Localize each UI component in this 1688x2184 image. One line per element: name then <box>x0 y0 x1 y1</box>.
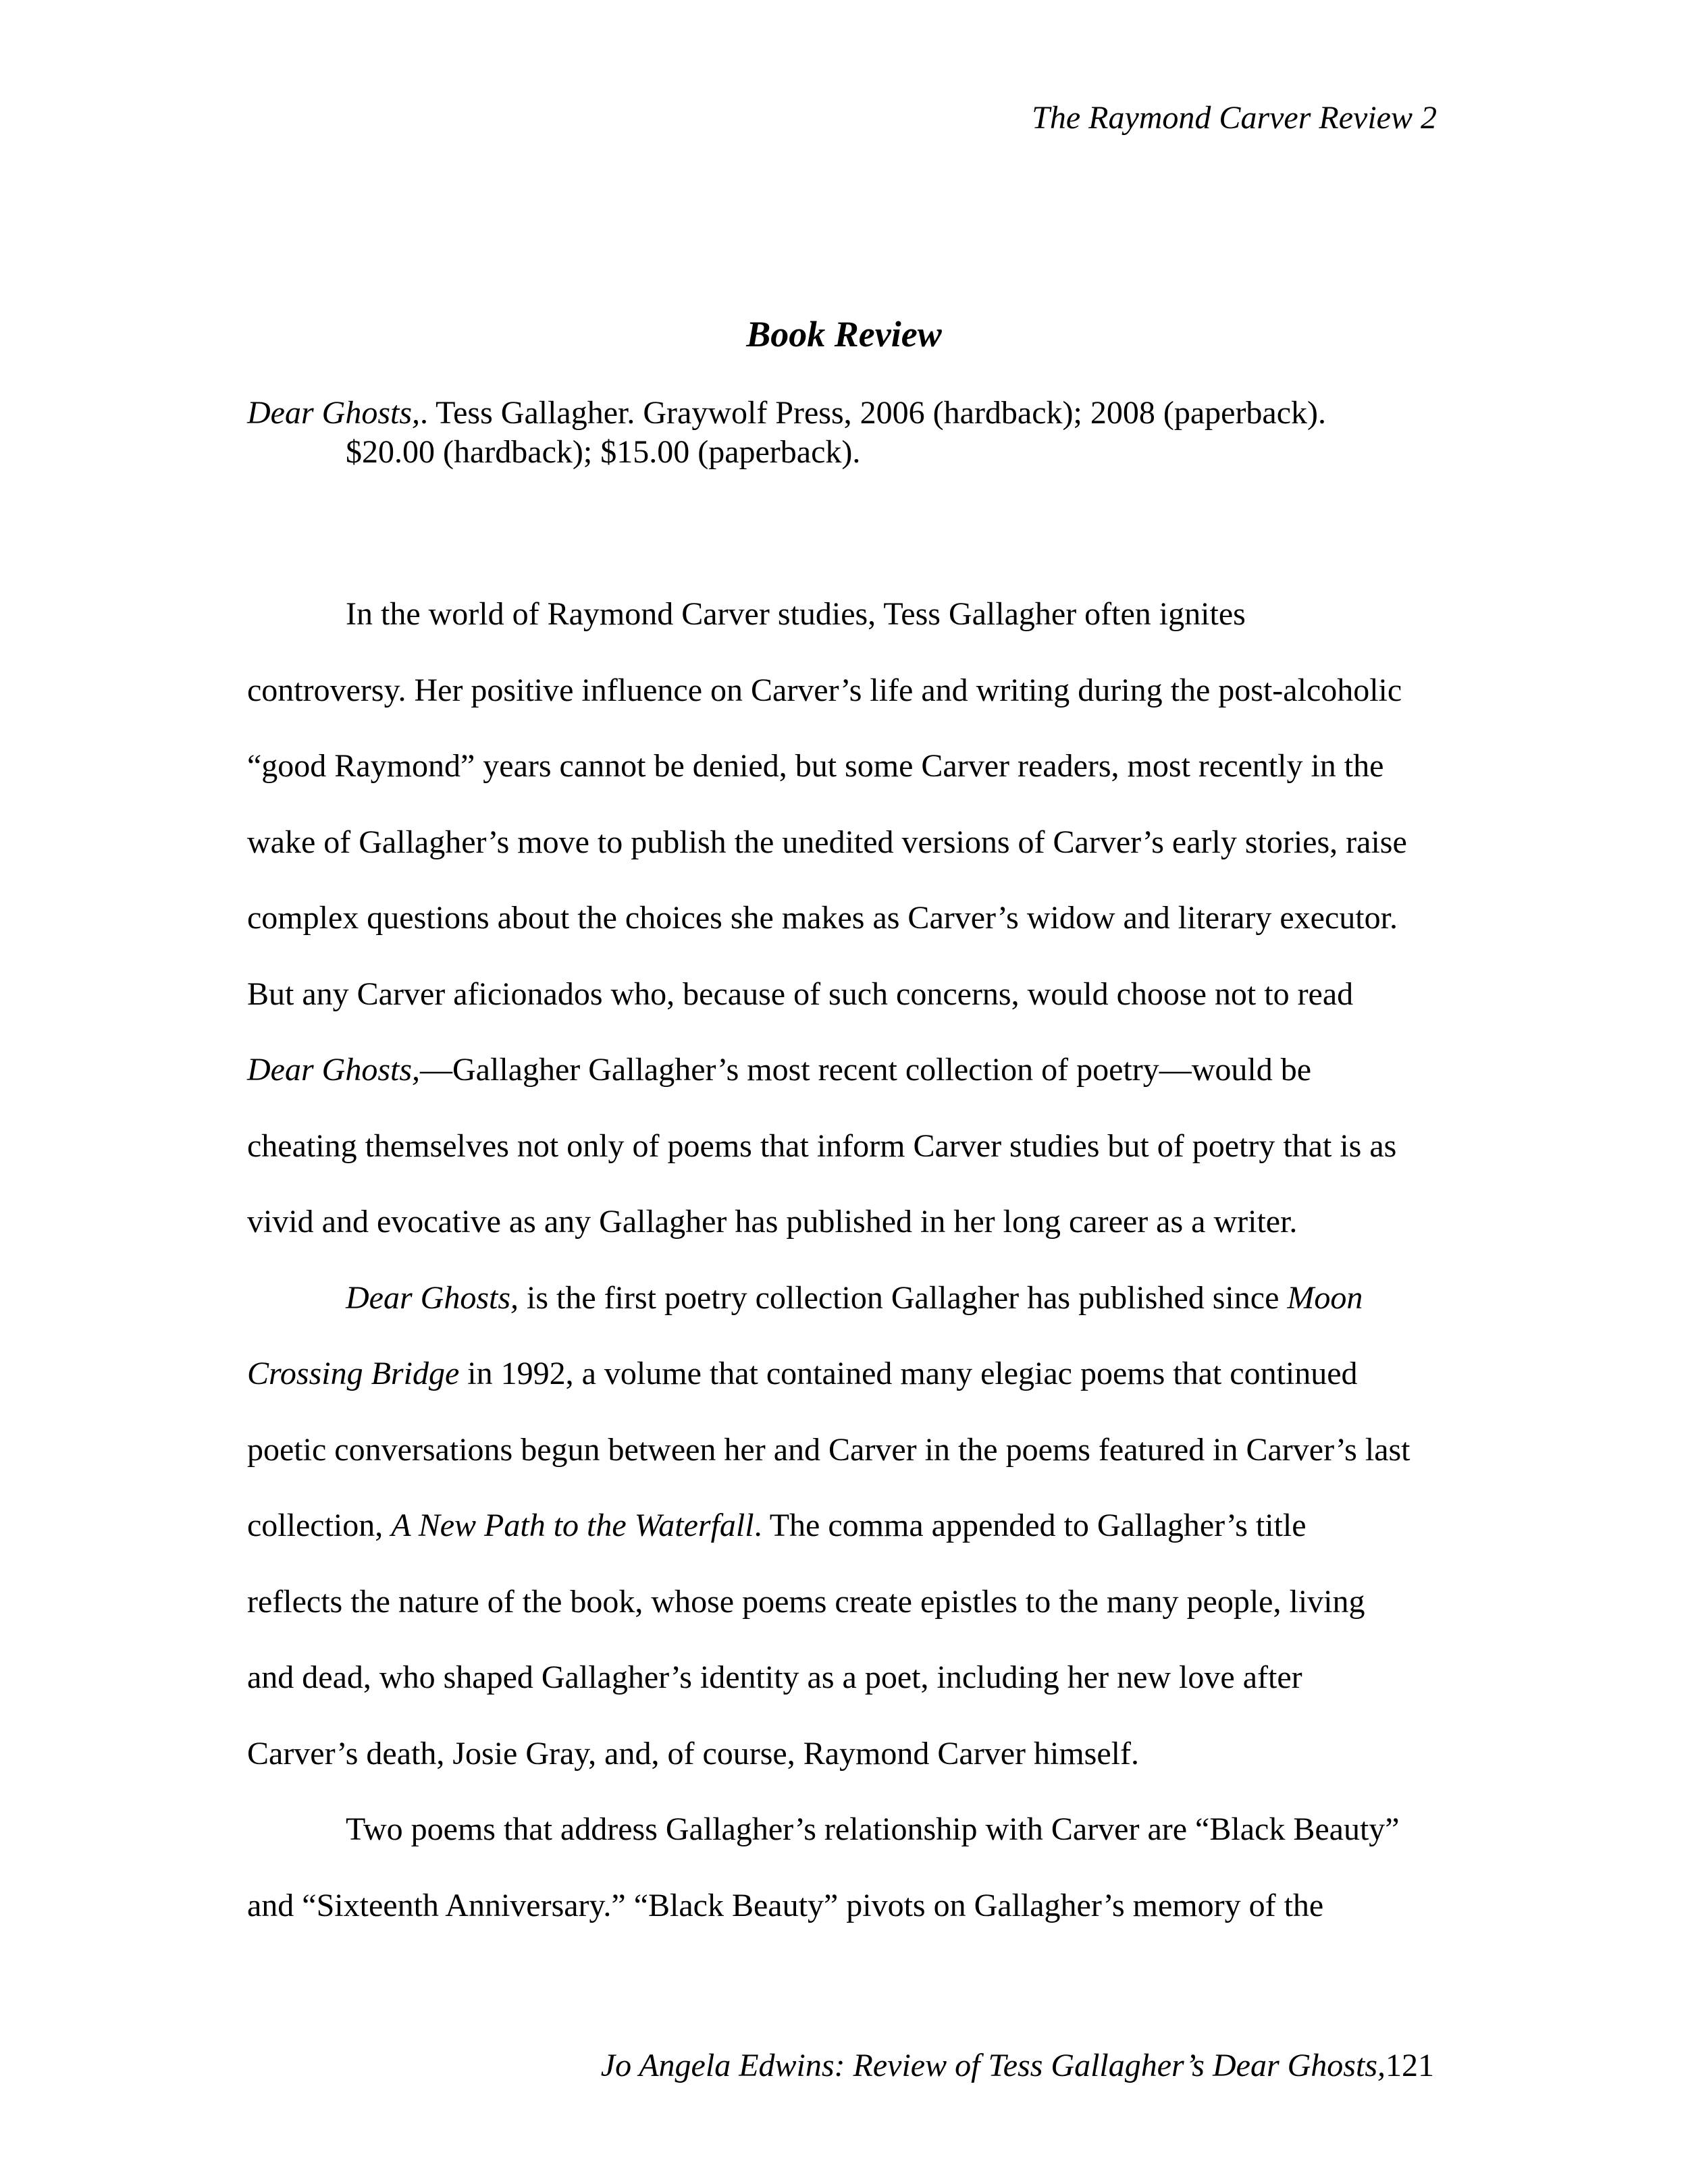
body-text-span: collection, <box>247 1508 392 1543</box>
book-citation <box>247 394 1462 472</box>
italic-title: A New Path to the Waterfall <box>391 1508 754 1543</box>
body-line: Two poems that address Gallagher’s relationship with Carver are “Black Beauty” <box>346 1811 1400 1847</box>
body-line: cheating themselves not only of poems that inform Carver studies but of poetry that is as <box>247 1127 1397 1164</box>
citation-details: . Tess Gallagher. Graywolf Press, 2006 (hardback); 2008 (paperback). <box>420 395 1327 431</box>
page-footer <box>601 2046 1434 2086</box>
italic-title: Crossing Bridge <box>247 1356 460 1391</box>
body-text-span: . The comma appended to Gallagher’s title <box>754 1508 1307 1543</box>
body-line: “good Raymond” years cannot be denied, but some Carver readers, most recently in the <box>247 748 1384 784</box>
citation-line-2: $20.00 (hardback); $15.00 (paperback). <box>346 434 861 470</box>
citation-line-1 <box>247 394 1462 433</box>
page-number: 121 <box>1386 2048 1434 2083</box>
review-body <box>247 594 1462 1961</box>
citation-book-title: Dear Ghosts, <box>247 395 421 431</box>
body-line: But any Carver aficionados who, because of such concerns, would choose not to read <box>247 976 1354 1012</box>
body-text-span: —Gallagher Gallagher’s most recent collection of poetry—would be <box>420 1052 1312 1088</box>
italic-title: Dear Ghosts, <box>346 1279 519 1316</box>
body-line: vivid and evocative as any Gallagher has published in her long career as a writer. <box>247 1204 1298 1240</box>
body-line: poetic conversations begun between her and Carver in the poems featured in Carver’s last <box>247 1431 1410 1468</box>
body-line: and dead, who shaped Gallagher’s identity as a poet, including her new love after <box>247 1659 1302 1695</box>
body-line <box>247 1506 1462 1582</box>
italic-title: Moon <box>1287 1279 1363 1316</box>
body-line <box>247 1354 1462 1430</box>
body-line <box>247 1278 1462 1354</box>
footer-byline: Jo Angela Edwins: Review of Tess Gallagher’s Dear Ghosts, <box>600 2048 1386 2083</box>
body-text-span: in 1992, a volume that contained many elegiac poems that continued <box>459 1356 1358 1391</box>
body-line: controversy. Her positive influence on Carver’s life and writing during the post-alcoholic <box>247 672 1402 708</box>
body-line: wake of Gallagher’s move to publish the unedited versions of Carver’s early stories, raise <box>247 824 1407 860</box>
italic-title: Dear Ghosts, <box>247 1052 421 1088</box>
body-line: In the world of Raymond Carver studies, Tess Gallagher often ignites <box>346 596 1246 632</box>
body-line: and “Sixteenth Anniversary.” “Black Beauty” pivots on Gallagher’s memory of the <box>247 1887 1324 1923</box>
review-title: Book Review <box>746 314 942 354</box>
body-line: complex questions about the choices she makes as Carver’s widow and literary executor. <box>247 900 1398 936</box>
body-line: Carver’s death, Josie Gray, and, of course, Raymond Carver himself. <box>247 1735 1139 1772</box>
body-text-span: is the first poetry collection Gallagher has published since <box>519 1279 1288 1316</box>
body-line: reflects the nature of the book, whose poems create epistles to the many people, living <box>247 1583 1365 1620</box>
body-line <box>247 1050 1462 1126</box>
running-head: The Raymond Carver Review 2 <box>1032 100 1437 136</box>
